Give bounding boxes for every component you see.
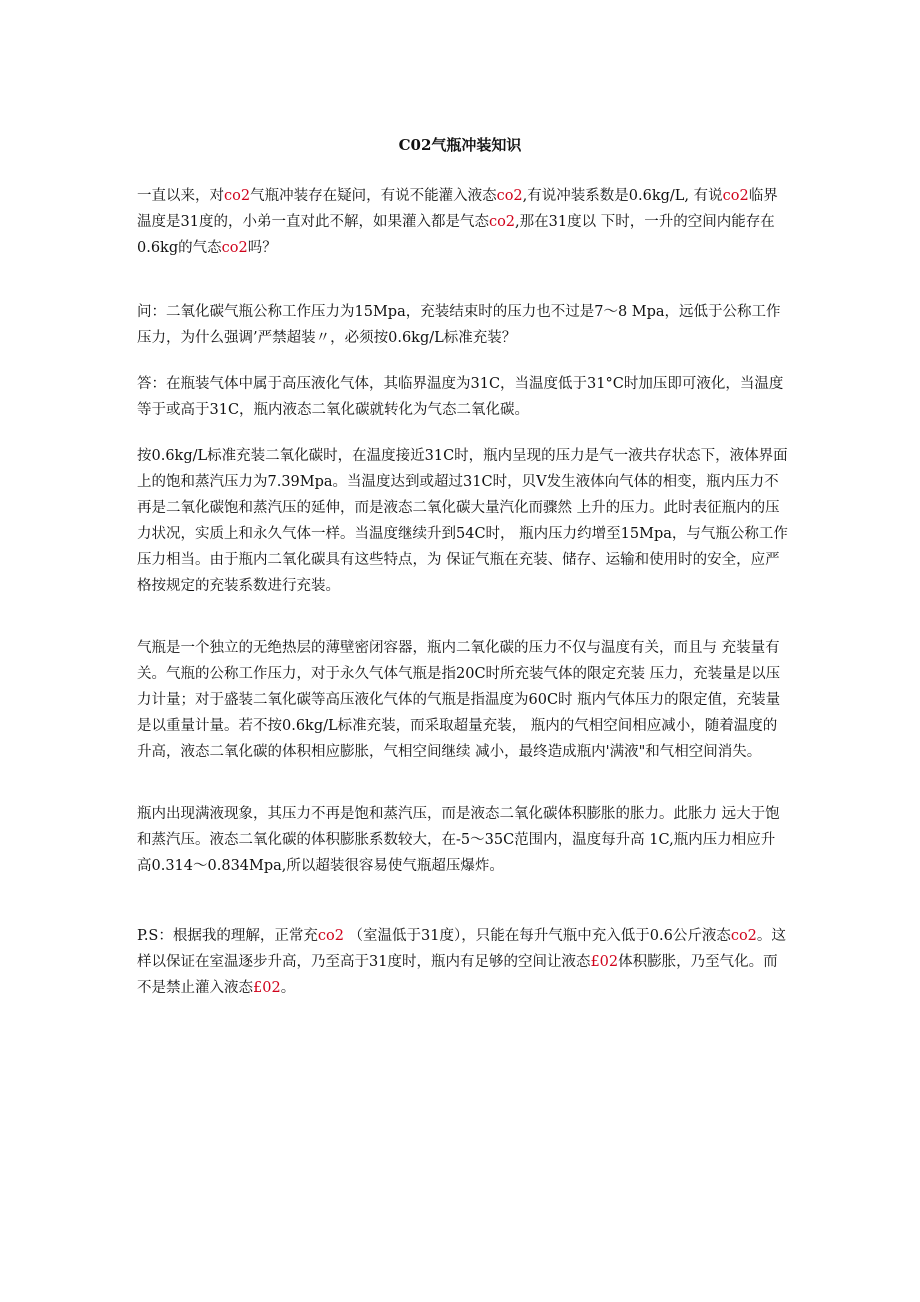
explanation-paragraph-2: 气瓶是一个独立的无绝热层的薄壁密闭容器，瓶内二氧化碳的压力不仅与温度有关，而且与 充装量有关。气瓶的公称工作压力，对于永久气体气瓶是指20C时所充装气体的限定充装 压力，充装量是以压力计量；对于盛装二氧化碳等高压液化气体的气瓶是指温度为60C时 瓶内气体压力的限定值，充装量是以重量计量。若不按0.6kg/L标准充装，而采取超量充装， 瓶内的气相空间相应减小，随着温度的升高，液态二氧化碳的体积相应膨胀，气相空间继续 减小，最终造成瓶内'满液"和气相空间消失。 [137, 640, 781, 760]
question-paragraph: 问：二氧化碳气瓶公称工作压力为15Mpa，充装结束时的压力也不过是7〜8 Mpa，远低于公称工作压力，为什么强调’严禁超装〃，必须按0.6kg/L标准充装？ [137, 304, 781, 346]
explanation-paragraph-1: 按0.6kg/L标准充装二氧化碳时，在温度接近31C时，瓶内呈现的压力是气一液共存状态下，液体界面上的饱和蒸汽压力为7.39Mpa。当温度达到或超过31C时，贝V发生液体向气体的相变，瓶内压力不再是二氧化碳饱和蒸汽压的延伸，而是液态二氧化碳大量汽化而骤然 上升的压力。此时表征瓶内的压力状况，实质上和永久气体一样。当温度继续升到54C时， 瓶内压力约增至15Mpa，与气瓶公称工作压力相当。由于瓶内二氧化碳具有这些特点，为 保证气瓶在充装、储存、运输和使用时的安全，应严格按规定的充装系数进行充装。 [137, 448, 788, 594]
page-title: C02气瓶冲装知识 [398, 136, 522, 154]
explanation-paragraph-3: 瓶内出现满液现象，其压力不再是饱和蒸汽压，而是液态二氧化碳体积膨胀的胀力。此胀力 远大于饱和蒸汽压。液态二氧化碳的体积膨胀系数较大，在-5〜35C范围内，温度每升高 1C,瓶内压力相应升高0.314〜0.834Mpa,所以超装很容易使气瓶超压爆炸。 [137, 806, 780, 874]
answer-paragraph: 答：在瓶装气体中属于高压液化气体，其临界温度为31C，当温度低于31°C时加压即可液化，当温度等于或高于31C，瓶内液态二氧化碳就转化为气态二氧化碳。 [137, 376, 784, 418]
ps-paragraph: P.S：根据我的理解，正常充co2 （室温低于31度），只能在每升气瓶中充入低于0.6公斤液态co2。这样以保证在室温逐步升高，乃至高于31度时，瓶内有足够的空间让液态£02体积膨胀，乃至气化。而不是禁止灌入液态£02。 [137, 928, 786, 996]
intro-paragraph: 一直以来，对co2气瓶冲装存在疑问，有说不能灌入液态co2,有说冲装系数是0.6kg/L, 有说co2临界温度是31度的，小弟一直对此不解，如果灌入都是气态co2,那在31度以 下时，一升的空间内能存在0.6kg的气态co2吗？ [137, 188, 778, 256]
